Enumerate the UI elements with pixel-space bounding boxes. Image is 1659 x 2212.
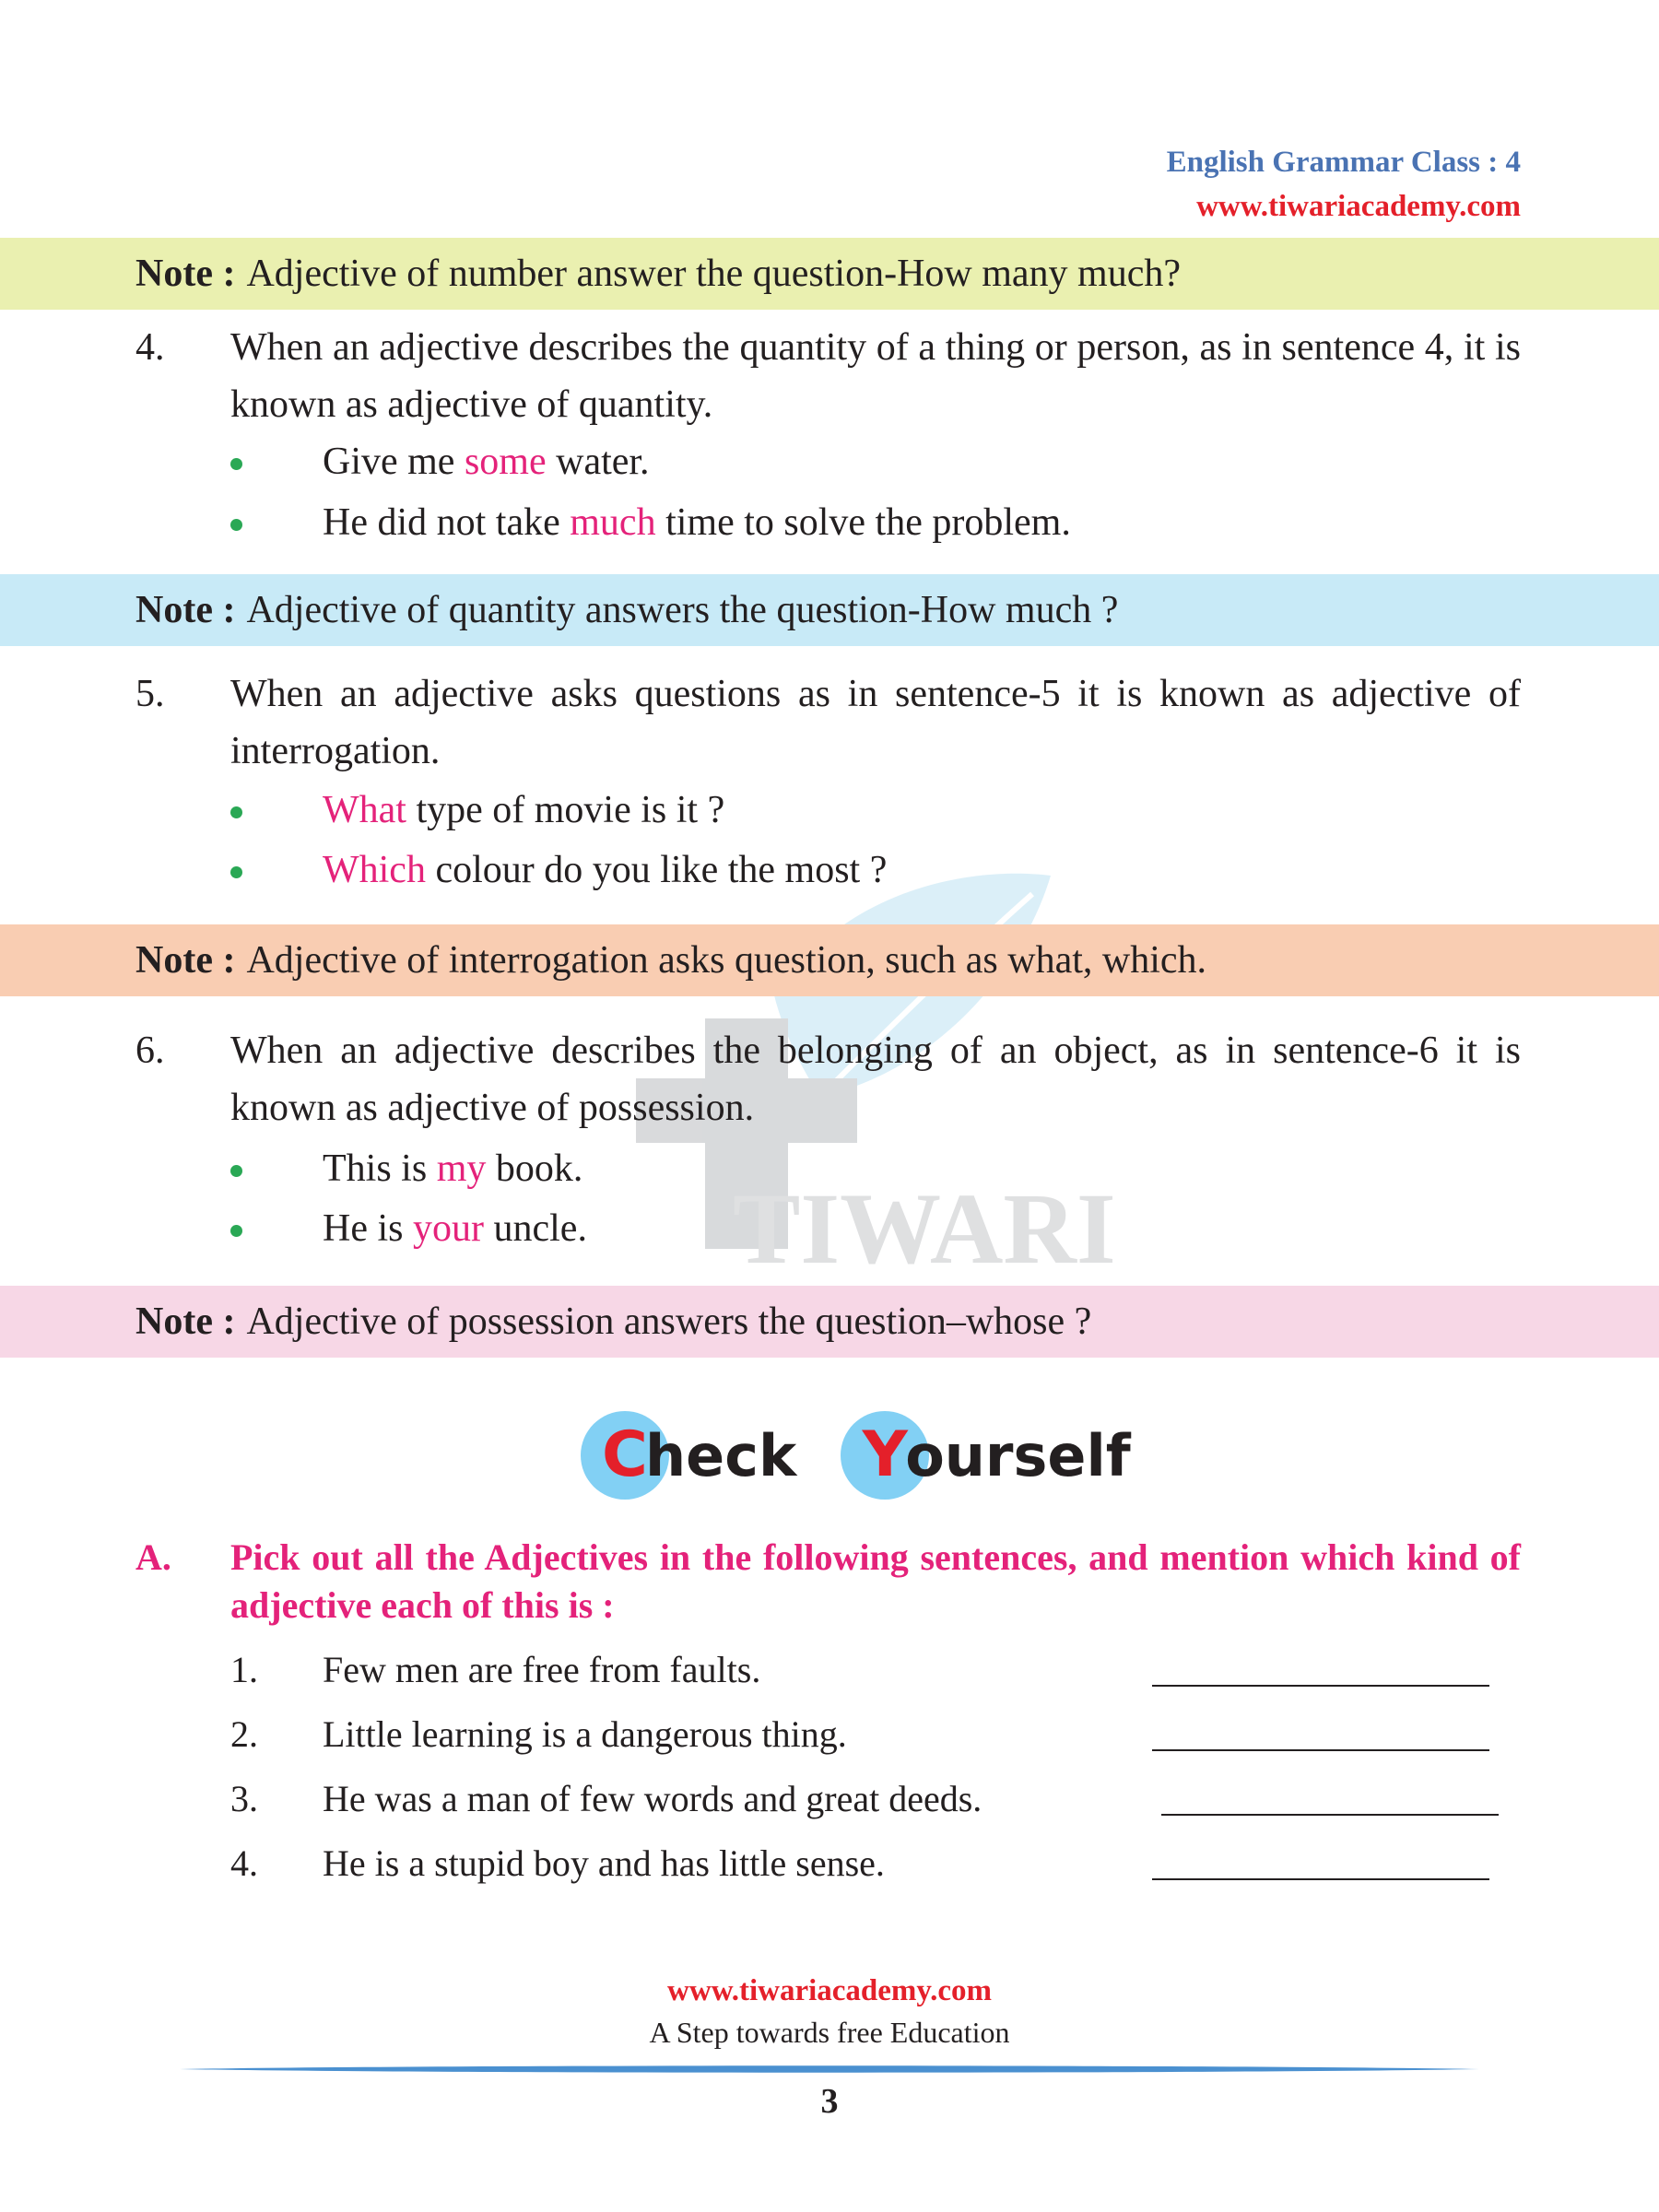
- answer-blank[interactable]: [1152, 1878, 1489, 1880]
- item-number: 4.: [230, 1842, 258, 1884]
- bullet-icon: [230, 1165, 242, 1177]
- point-number: 4.: [135, 326, 165, 369]
- exercise-instruction: [135, 1534, 1521, 1630]
- exercise-item: [230, 1712, 1521, 1768]
- note-interrogation: [0, 924, 1659, 996]
- letter-y-badge: Y: [841, 1411, 929, 1500]
- example-sentence: Give me some water.: [323, 441, 650, 483]
- point-interrogation: [135, 665, 1521, 780]
- point-number: 6.: [135, 1030, 165, 1072]
- page-header: [1167, 140, 1521, 229]
- note-label: Note :: [135, 939, 236, 982]
- example-sentence: What type of movie is it ?: [323, 789, 725, 831]
- note-number: [0, 238, 1659, 310]
- item-number: 2.: [230, 1713, 258, 1755]
- note-text: Adjective of interrogation asks question, such as what, which.: [246, 939, 1207, 982]
- bullet-icon: [230, 866, 242, 878]
- bullet-icon: [230, 1225, 242, 1237]
- item-text: Few men are free from faults.: [323, 1649, 761, 1690]
- letter-c-badge: C: [581, 1411, 669, 1500]
- bullet-icon: [230, 519, 242, 531]
- bullet-icon: [230, 458, 242, 470]
- header-url: www.tiwariacademy.com: [1196, 190, 1521, 223]
- note-possession: [0, 1286, 1659, 1358]
- point-text: When an adjective describes the belonging of an object, as in sentence-6 it is known as adjective of possession.: [230, 1030, 1521, 1129]
- item-text: Little learning is a dangerous thing.: [323, 1713, 847, 1755]
- item-text: He is a stupid boy and has little sense.: [323, 1842, 885, 1884]
- exercise-item: [230, 1777, 1521, 1832]
- book-title: English Grammar Class : 4: [1166, 146, 1521, 179]
- example-sentence: He is your uncle.: [323, 1207, 587, 1250]
- footer-tagline: A Step towards free Education: [649, 2016, 1010, 2049]
- exercise-label: A.: [135, 1536, 171, 1578]
- check-yourself-heading: C heck Y ourself: [581, 1405, 1131, 1506]
- point-quantity: [135, 319, 1521, 433]
- item-text: He was a man of few words and great deeds.: [323, 1778, 982, 1819]
- exercise-item: [230, 1841, 1521, 1897]
- item-number: 3.: [230, 1778, 258, 1819]
- point-text: When an adjective asks questions as in sentence-5 it is known as adjective of interrogation.: [230, 673, 1521, 772]
- answer-blank[interactable]: [1152, 1749, 1489, 1751]
- example-sentence: He did not take much time to solve the problem.: [323, 501, 1071, 544]
- point-text: When an adjective describes the quantity of a thing or person, as in sentence 4, it is known as adjective of quantity.: [230, 326, 1521, 426]
- exercise-instruction-text: Pick out all the Adjectives in the following sentences, and mention which kind of adjective each of this is :: [230, 1536, 1521, 1626]
- note-quantity: [0, 574, 1659, 646]
- point-possession: [135, 1022, 1521, 1136]
- note-label: Note :: [135, 253, 236, 295]
- note-label: Note :: [135, 1300, 236, 1343]
- bullet-icon: [230, 806, 242, 818]
- note-label: Note :: [135, 589, 236, 631]
- footer-divider: [180, 2065, 1479, 2074]
- example-sentence: Which colour do you like the most ?: [323, 849, 888, 891]
- example-sentence: This is my book.: [323, 1147, 583, 1190]
- page-number: 3: [820, 2082, 839, 2121]
- note-text: Adjective of possession answers the question–whose ?: [246, 1300, 1092, 1343]
- note-text: Adjective of number answer the question-How many much?: [246, 253, 1181, 295]
- note-text: Adjective of quantity answers the question-How much ?: [246, 589, 1119, 631]
- answer-blank[interactable]: [1161, 1814, 1499, 1816]
- point-number: 5.: [135, 673, 165, 715]
- svg-text:TIWARI: TIWARI: [733, 1172, 1116, 1285]
- exercise-item: [230, 1648, 1521, 1703]
- answer-blank[interactable]: [1152, 1685, 1489, 1687]
- footer-url: www.tiwariacademy.com: [667, 1974, 992, 2007]
- item-number: 1.: [230, 1649, 258, 1690]
